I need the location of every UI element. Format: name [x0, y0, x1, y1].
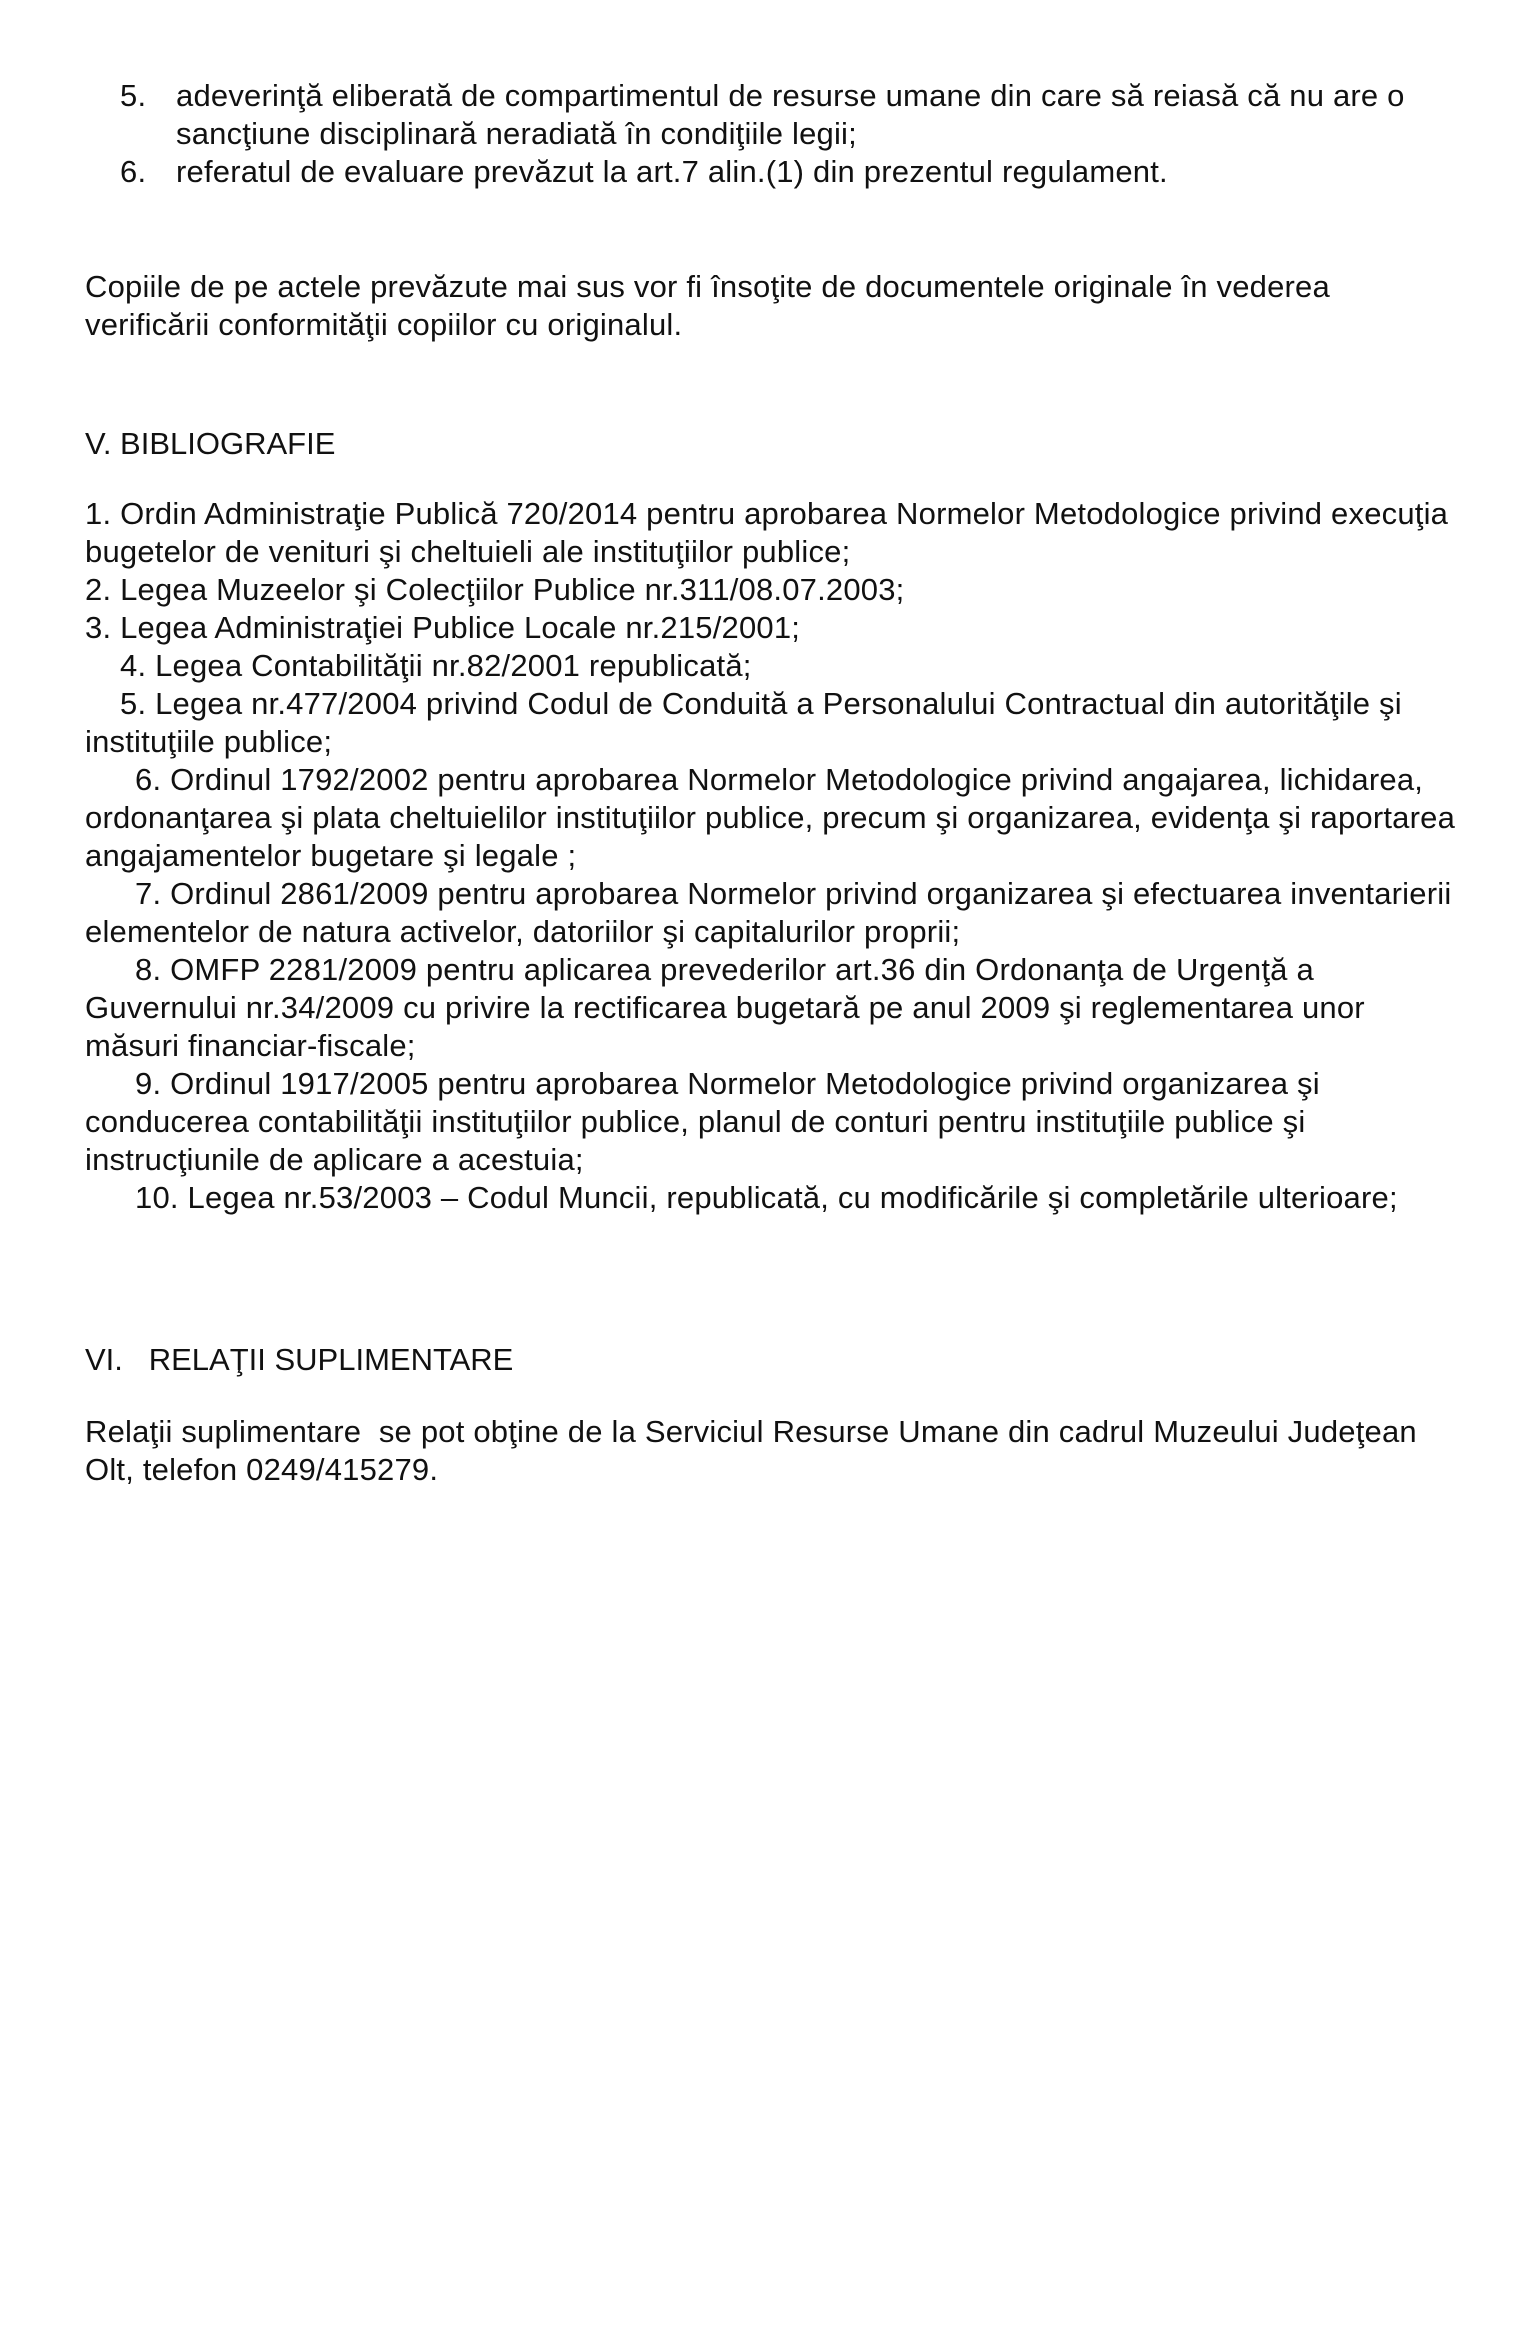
list-item-number: 8.: [135, 952, 162, 987]
list-item: [120, 153, 1455, 191]
list-item: [85, 875, 1460, 951]
list-item: [85, 609, 1460, 647]
relations-heading: VI. RELAŢII SUPLIMENTARE: [85, 1342, 514, 1377]
list-item-number: 4.: [120, 648, 147, 683]
list-item-text: Legea Administraţiei Publice Locale nr.215/2001;: [120, 610, 801, 645]
bibliography-heading: V. BIBLIOGRAFIE: [85, 426, 336, 461]
list-item-number: 1.: [85, 496, 112, 531]
list-item-text: referatul de evaluare prevăzut la art.7 alin.(1) din prezentul regulament.: [176, 154, 1168, 189]
list-item-number: 2.: [85, 572, 112, 607]
list-item-text: Ordinul 1792/2002 pentru aprobarea Normelor Metodologice privind angajarea, lichidarea, ordonanţarea şi plata cheltuielilor instituţiilor publice, precum şi organizarea, evidenţa şi raportarea angajamentelor bugetare şi legale ;: [85, 762, 1456, 873]
list-item-text: Ordinul 1917/2005 pentru aprobarea Normelor Metodologice privind organizarea şi conducerea contabilităţii instituţiilor publice, planul de conturi pentru instituţiile publice şi instrucţiunile de aplicare a acestuia;: [85, 1066, 1320, 1177]
list-item-text: Ordin Administraţie Publică 720/2014 pentru aprobarea Normelor Metodologice privind execuţia bugetelor de venituri şi cheltuieli ale instituţiilor publice;: [85, 496, 1449, 569]
list-item-text: Ordinul 2861/2009 pentru aprobarea Normelor privind organizarea şi efectuarea inventarierii elementelor de natura activelor, datoriilor şi capitalurilor proprii;: [85, 876, 1452, 949]
list-item-number: 5.: [120, 686, 147, 721]
list-item-text: OMFP 2281/2009 pentru aplicarea prevederilor art.36 din Ordonanţa de Urgenţă a Guvernului nr.34/2009 cu privire la rectificarea bugetară pe anul 2009 şi reglementarea unor măsuri financiar-fiscale;: [85, 952, 1365, 1063]
copies-note-paragraph: Copiile de pe actele prevăzute mai sus vor fi însoţite de documentele originale în vederea verificării conformităţii copiilor cu originalul.: [85, 269, 1330, 342]
required-documents-list: [120, 77, 1455, 191]
list-item-number: 6.: [120, 154, 147, 189]
list-item: [85, 685, 1460, 761]
list-item-text: Legea nr.53/2003 – Codul Muncii, republicată, cu modificările şi completările ulterioare;: [187, 1180, 1398, 1215]
list-item-number: 10.: [135, 1180, 179, 1215]
list-item: [120, 77, 1455, 153]
list-item-number: 5.: [120, 78, 147, 113]
list-item-text: Legea Contabilităţii nr.82/2001 republicată;: [155, 648, 752, 683]
list-item: [85, 1065, 1460, 1179]
list-item: [85, 951, 1460, 1065]
bibliography-list: [85, 495, 1460, 1217]
list-item: [85, 761, 1460, 875]
relations-paragraph: Relaţii suplimentare se pot obţine de la Serviciul Resurse Umane din cadrul Muzeului Judeţean Olt, telefon 0249/415279.: [85, 1414, 1426, 1487]
list-item-text: Legea nr.477/2004 privind Codul de Conduită a Personalului Contractual din autorităţile şi instituţiile publice;: [85, 686, 1402, 759]
list-item: [85, 647, 1460, 685]
list-item-text: adeverinţă eliberată de compartimentul de resurse umane din care să reiasă că nu are o sancţiune disciplinară neradiată în condiţiile legii;: [176, 78, 1405, 151]
list-item-number: 6.: [135, 762, 162, 797]
list-item-number: 3.: [85, 610, 112, 645]
list-item-text: Legea Muzeelor şi Colecţiilor Publice nr.311/08.07.2003;: [120, 572, 905, 607]
list-item: [85, 1179, 1460, 1217]
list-item: [85, 495, 1460, 571]
list-item-number: 9.: [135, 1066, 162, 1101]
list-item: [85, 571, 1460, 609]
list-item-number: 7.: [135, 876, 162, 911]
